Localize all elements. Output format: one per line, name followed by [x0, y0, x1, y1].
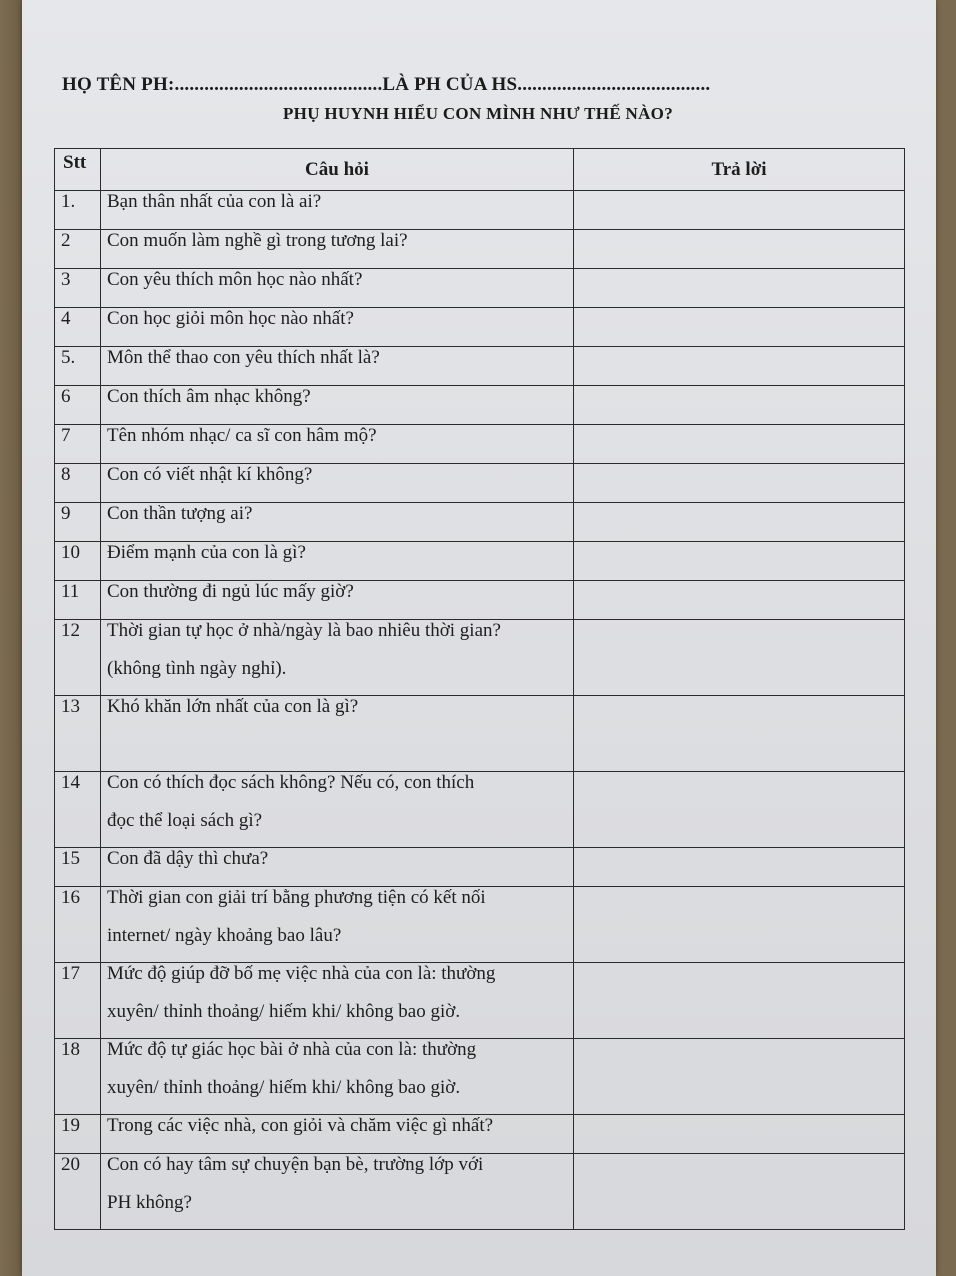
question-text: Con muốn làm nghề gì trong tương lai? [107, 230, 408, 251]
question-text: Điểm mạnh của con là gì? [107, 542, 306, 563]
answer-cell[interactable] [574, 386, 905, 425]
row-number: 14 [55, 772, 101, 848]
question-text-continued: đọc thể loại sách gì? [107, 810, 263, 831]
question-text: Thời gian con giải trí bằng phương tiện có kết nối [107, 887, 486, 908]
question-text: Con thích âm nhạc không? [107, 386, 311, 407]
question-cell [101, 1039, 574, 1115]
row-number: 12 [55, 620, 101, 696]
row-number: 15 [55, 848, 101, 887]
row-number: 4 [55, 308, 101, 347]
question-cell [101, 772, 574, 848]
row-number: 10 [55, 542, 101, 581]
question-text: Con có thích đọc sách không? Nếu có, con thích [107, 772, 475, 793]
row-number: 13 [55, 696, 101, 772]
answer-cell[interactable] [574, 503, 905, 542]
row-number: 1. [55, 191, 101, 230]
answer-cell[interactable] [574, 696, 905, 772]
row-number: 8 [55, 464, 101, 503]
table-row [55, 1154, 905, 1230]
row-number: 5. [55, 347, 101, 386]
question-cell [101, 620, 574, 696]
question-text-continued: PH không? [107, 1192, 192, 1213]
answer-cell[interactable] [574, 191, 905, 230]
answer-cell[interactable] [574, 1154, 905, 1230]
row-number: 16 [55, 887, 101, 963]
question-text: Con thường đi ngủ lúc mấy giờ? [107, 581, 354, 602]
header-line [62, 74, 912, 96]
question-text-continued: (không tình ngày nghỉ). [107, 658, 287, 679]
answer-cell[interactable] [574, 772, 905, 848]
header-stt: Stt [55, 149, 101, 191]
question-text: Mức độ giúp đỡ bố mẹ việc nhà của con là: thường [107, 963, 496, 984]
answer-cell[interactable] [574, 269, 905, 308]
row-number: 3 [55, 269, 101, 308]
question-text-continued: xuyên/ thỉnh thoảng/ hiếm khi/ không bao giờ. [107, 1077, 461, 1098]
question-text: Trong các việc nhà, con giỏi và chăm việc gì nhất? [107, 1115, 494, 1136]
table-row [55, 772, 905, 848]
question-text: Thời gian tự học ở nhà/ngày là bao nhiêu thời gian? [107, 620, 501, 641]
table-row [55, 696, 905, 772]
question-text: Con học giỏi môn học nào nhất? [107, 308, 354, 329]
question-text: Tên nhóm nhạc/ ca sĩ con hâm mộ? [107, 425, 377, 446]
row-number: 2 [55, 230, 101, 269]
answer-cell[interactable] [574, 542, 905, 581]
question-cell [101, 963, 574, 1039]
question-text: Con có hay tâm sự chuyện bạn bè, trường lớp với [107, 1154, 484, 1175]
row-number: 7 [55, 425, 101, 464]
answer-cell[interactable] [574, 581, 905, 620]
answer-cell[interactable] [574, 308, 905, 347]
question-cell [101, 887, 574, 963]
child-label: LÀ PH CỦA HS [382, 74, 518, 95]
document-title: PHỤ HUYNH HIỂU CON MÌNH NHƯ THẾ NÀO? [282, 104, 673, 123]
parent-name-blank: .......................................... [174, 74, 383, 95]
row-number: 6 [55, 386, 101, 425]
table-row [55, 620, 905, 696]
question-text: Khó khăn lớn nhất của con là gì? [107, 696, 359, 717]
header-answer: Trả lời [574, 149, 905, 191]
question-text: Con thần tượng ai? [107, 503, 253, 524]
question-text: Mức độ tự giác học bài ở nhà của con là: thường [107, 1039, 477, 1060]
answer-cell[interactable] [574, 230, 905, 269]
question-text: Con đã dậy thì chưa? [107, 848, 269, 869]
table-row [55, 1039, 905, 1115]
question-text-continued: internet/ ngày khoảng bao lâu? [107, 925, 342, 946]
row-number: 19 [55, 1115, 101, 1154]
questionnaire-table [54, 148, 905, 1230]
question-text: Con yêu thích môn học nào nhất? [107, 269, 363, 290]
answer-cell[interactable] [574, 425, 905, 464]
row-number: 20 [55, 1154, 101, 1230]
answer-cell[interactable] [574, 1039, 905, 1115]
question-text: Bạn thân nhất của con là ai? [107, 191, 322, 212]
row-number: 18 [55, 1039, 101, 1115]
answer-cell[interactable] [574, 1115, 905, 1154]
question-text: Con có viết nhật kí không? [107, 464, 313, 485]
question-text-continued: xuyên/ thỉnh thoảng/ hiếm khi/ không bao giờ. [107, 1001, 461, 1022]
row-number: 11 [55, 581, 101, 620]
child-name-blank: ....................................... [517, 74, 711, 95]
question-text: Môn thể thao con yêu thích nhất là? [107, 347, 380, 368]
parent-name-label: HỌ TÊN PH: [62, 74, 175, 95]
question-cell [101, 1154, 574, 1230]
question-cell [101, 696, 574, 772]
row-number: 9 [55, 503, 101, 542]
answer-cell[interactable] [574, 963, 905, 1039]
header-question: Câu hỏi [101, 149, 574, 191]
row-number: 17 [55, 963, 101, 1039]
answer-cell[interactable] [574, 620, 905, 696]
answer-cell[interactable] [574, 464, 905, 503]
answer-cell[interactable] [574, 347, 905, 386]
table-row [55, 887, 905, 963]
table-row [55, 963, 905, 1039]
answer-cell[interactable] [574, 887, 905, 963]
answer-cell[interactable] [574, 848, 905, 887]
